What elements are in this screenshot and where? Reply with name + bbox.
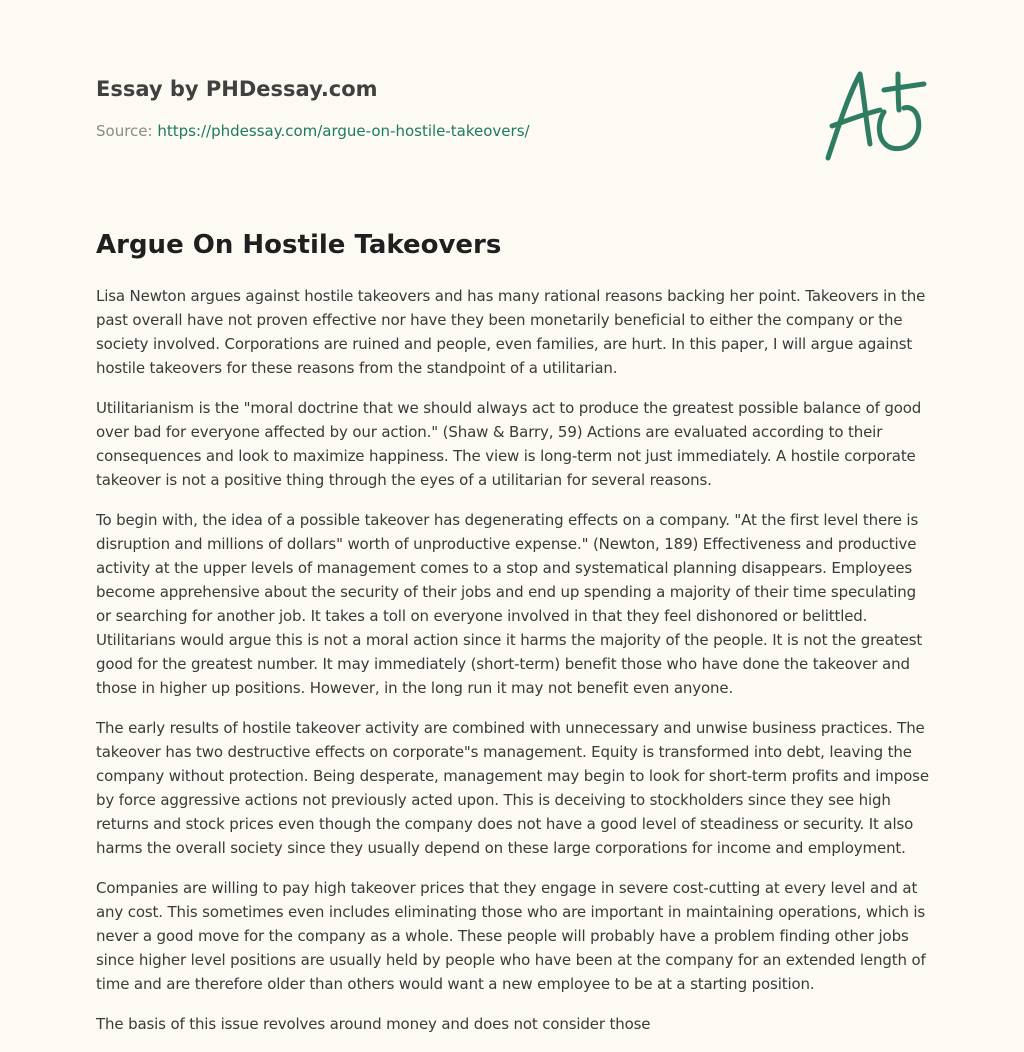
logo-plus-vertical (898, 74, 899, 110)
logo-plus-horizontal (884, 84, 924, 90)
paragraph: Lisa Newton argues against hostile takeovers and has many rational reasons backing her point. Takeovers in the past overall have not proven effective nor have they been monetarily beneficial to either the company or the society involved. Corporations are ruined and people, even families, are hurt. In this paper, I will argue against hostile takeovers for these reasons from the standpoint of a utilitarian. (96, 287, 926, 377)
source-line (96, 122, 530, 140)
logo-a-right-stroke (860, 74, 870, 144)
paragraph: The early results of hostile takeover activity are combined with unnecessary and unwise business practices. The takeover has two destructive effects on corporate"s management. Equity is transformed into debt, leaving the company without protection. Being desperate, management may begin to look for short-term profits and impose by force aggressive actions not previously acted upon. This is deceiving to stockholders since they see high returns and stock prices even though the company does not have a good level of steadiness or security. It also harms the overall society since they usually depend on these large corporations for income and employment. (96, 719, 929, 857)
logo-loop (879, 107, 918, 148)
paragraph: Utilitarianism is the "moral doctrine that we should always act to produce the greatest possible balance of good over bad for everyone affected by our action." (Shaw & Barry, 59) Actions are evaluated according to their consequences and look to maximize happiness. The view is long-term not just immediately. A hostile corporate takeover is not a positive thing through the eyes of a utilitarian for several reasons. (96, 399, 922, 489)
a-plus-logo-icon (818, 66, 930, 166)
brand-title: Essay by PHDessay.com (96, 77, 378, 101)
paragraph: Companies are willing to pay high takeover prices that they engage in severe cost-cutting at every level and at any cost. This sometimes even includes eliminating those who are important in maintaining operations, which is never a good move for the company as a whole. These people will probably have a problem finding other jobs since higher level positions are usually held by people who have been at the company for an extended length of time and are therefore older than others would want a new employee to be at a starting position. (96, 879, 926, 993)
source-label: Source: (96, 122, 158, 140)
article-body (96, 284, 930, 1052)
paragraph: The basis of this issue revolves around money and does not consider those (96, 1015, 651, 1033)
page-title: Argue On Hostile Takeovers (96, 230, 502, 260)
header (96, 74, 796, 140)
source-link[interactable]: https://phdessay.com/argue-on-hostile-takeovers/ (157, 122, 530, 140)
paragraph: To begin with, the idea of a possible takeover has degenerating effects on a company. "At the first level there is disruption and millions of dollars" worth of unproductive expense." (Newton, 189) Effectiveness and productive activity at the upper levels of management comes to a stop and systematical planning disappears. Employees become apprehensive about the security of their jobs and end up spending a majority of their time speculating or searching for another job. It takes a toll on everyone involved in that they feel dishonored or belittled. Utilitarians would argue this is not a moral action since it harms the majority of the people. It is not the greatest good for the greatest number. It may immediately (short-term) benefit those who have done the takeover and those in higher up positions. However, in the long run it may not benefit even anyone. (96, 511, 923, 697)
